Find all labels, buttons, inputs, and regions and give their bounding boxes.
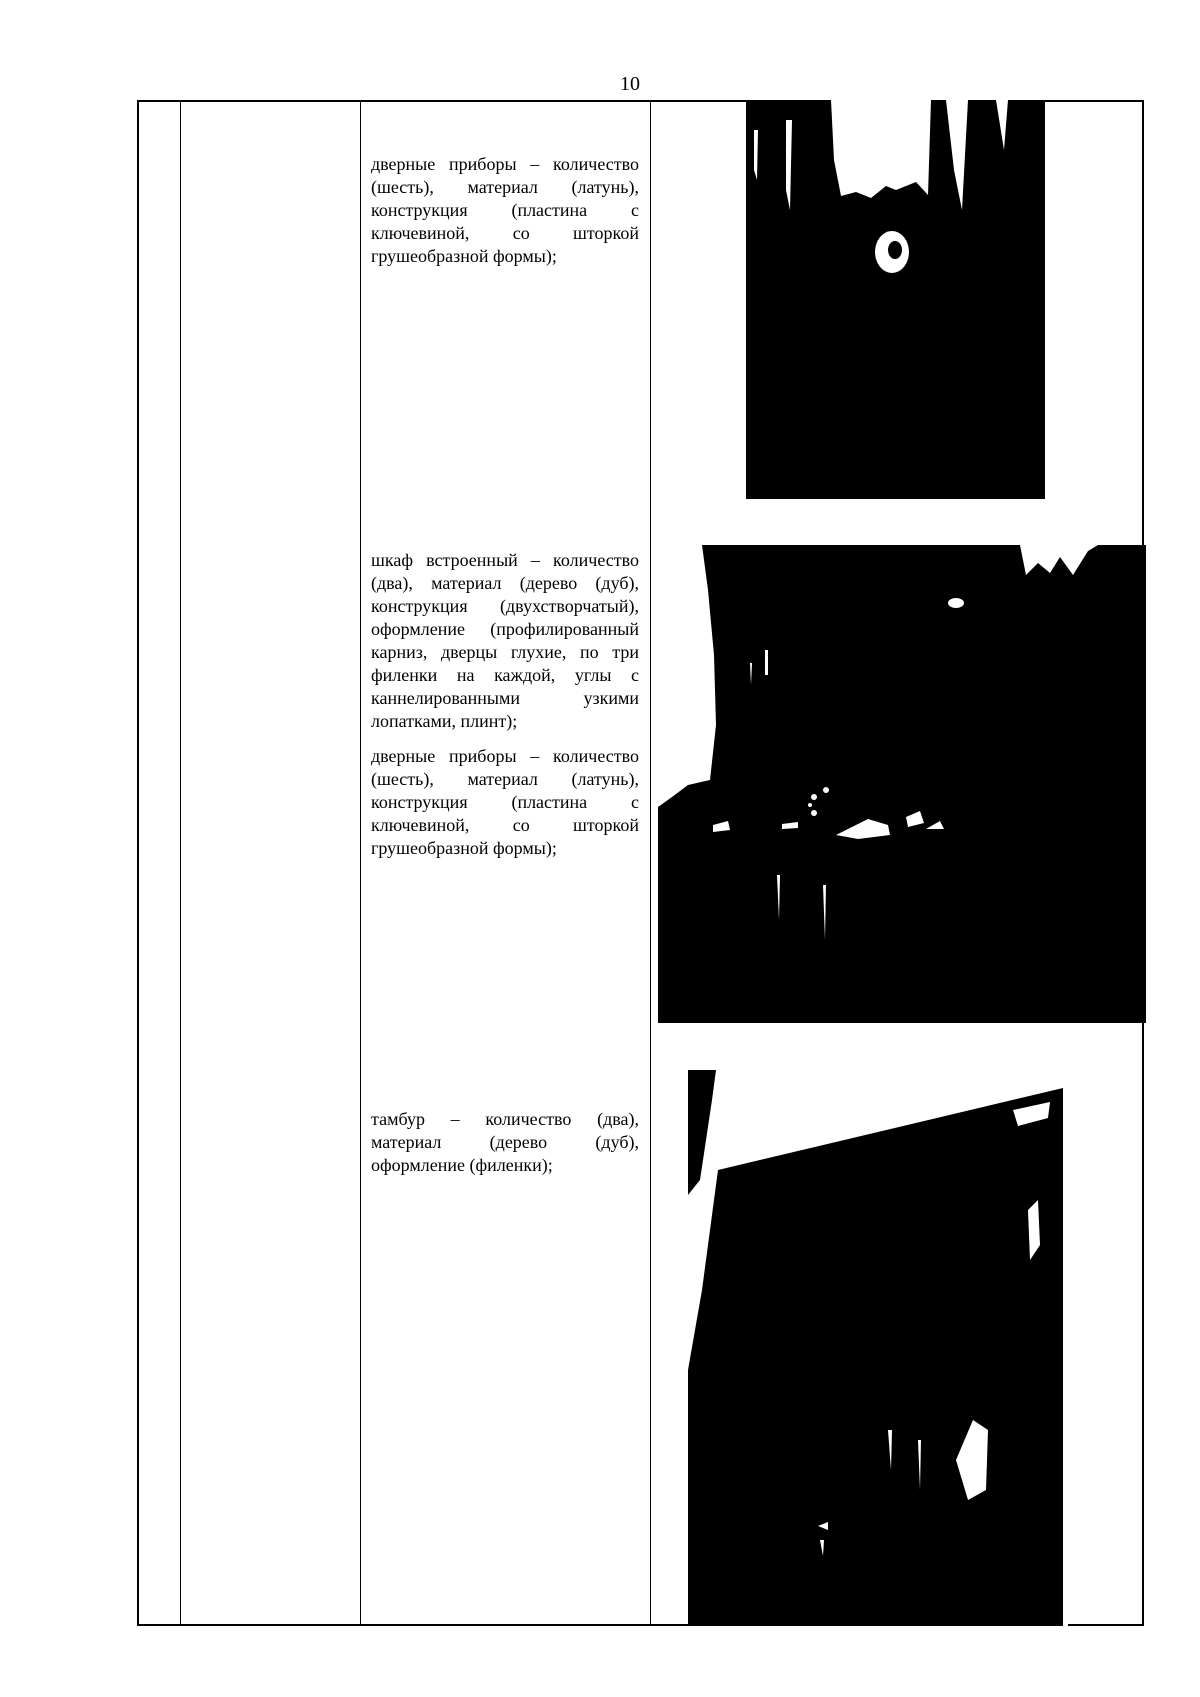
row-1-description bbox=[371, 153, 639, 268]
row-2-item-2: дверные приборы – количество (шесть), материал (латунь), конструкция (пластина с ключевиной, со шторкой грушеобразной формы); bbox=[371, 746, 639, 858]
page-number: 10 bbox=[620, 73, 640, 95]
column-divider bbox=[180, 102, 181, 1624]
column-divider bbox=[360, 102, 361, 1624]
row-3-item-1: тамбур – количество (два), материал (дерево (дуб), оформление (филенки); bbox=[371, 1109, 639, 1175]
row-1-item-1: дверные приборы – количество (шесть), материал (латунь), конструкция (пластина с ключевиной, со шторкой грушеобразной формы); bbox=[371, 154, 639, 266]
door-hardware-photo bbox=[746, 100, 1045, 499]
row-2-item-1: шкаф встроенный – количество (два), материал (дерево (дуб), конструкция (двухстворчатый), оформление (профилированный карниз, дверцы глухие, по три филенки на каждой, углы с каннелированными узкими лопатками, плинт); bbox=[371, 550, 639, 731]
row-2-description bbox=[371, 549, 639, 860]
row-3-description bbox=[371, 1108, 639, 1177]
built-in-wardrobe-photo bbox=[658, 545, 1146, 1023]
column-divider bbox=[650, 102, 651, 1624]
door-vestibule-photo bbox=[688, 1070, 1068, 1626]
